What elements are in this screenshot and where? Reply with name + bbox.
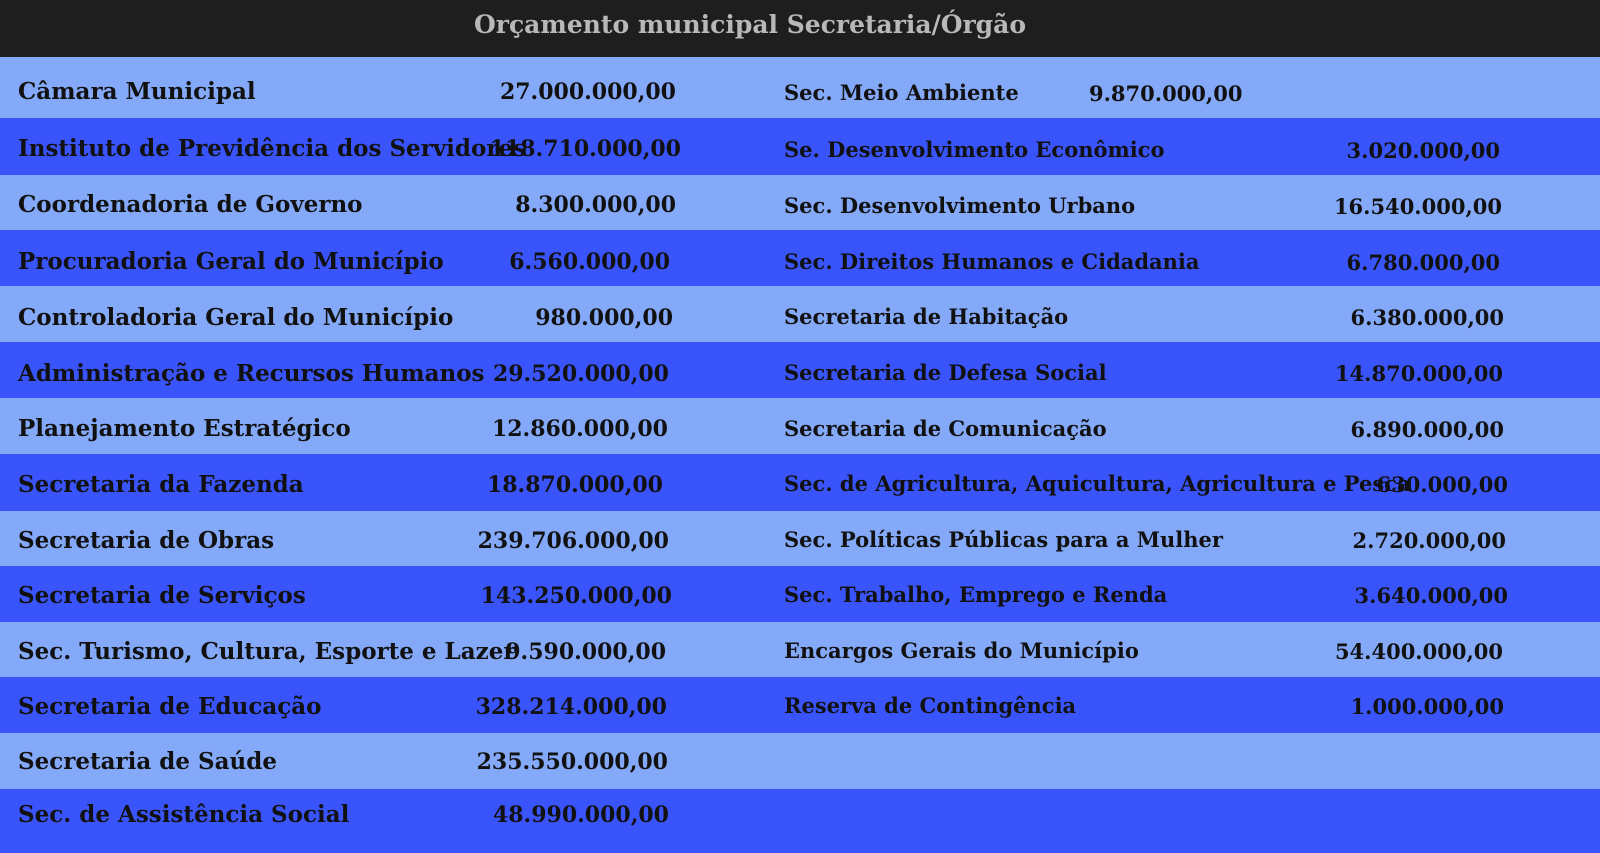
budget-value: 29.520.000,00 [492,361,669,387]
budget-value: 235.550.000,00 [476,749,668,775]
entity-name: Secretaria de Comunicação [784,416,1107,441]
budget-value: 14.870.000,00 [1334,361,1503,386]
entity-name: Procuradoria Geral do Município [18,248,444,275]
entity-name: Sec. Turismo, Cultura, Esporte e Lazer [18,638,516,665]
budget-value: 9.870.000,00 [1089,81,1243,106]
entity-name: Sec. Políticas Públicas para a Mulher [784,527,1223,552]
budget-value: 980.000,00 [535,305,673,331]
budget-value: 2.720.000,00 [1352,528,1506,553]
budget-value: 18.870.000,00 [486,472,663,498]
entity-name: Secretaria da Fazenda [18,471,304,498]
budget-value: 6.780.000,00 [1346,250,1500,275]
budget-value: 328.214.000,00 [475,694,667,720]
page-title: Orçamento municipal Secretaria/Órgão [474,10,1027,39]
budget-value: 12.860.000,00 [491,416,668,442]
budget-value: 630.000,00 [1376,472,1508,497]
budget-value: 6.380.000,00 [1350,305,1504,330]
budget-value: 143.250.000,00 [480,583,672,609]
entity-name: Sec. de Assistência Social [18,801,350,828]
budget-value: 118.710.000,00 [489,136,681,162]
entity-name: Secretaria de Obras [18,527,275,554]
entity-name: Se. Desenvolvimento Econômico [784,137,1165,162]
budget-value: 1.000.000,00 [1350,694,1504,719]
budget-value: 27.000.000,00 [499,79,676,105]
entity-name: Encargos Gerais do Município [784,638,1139,663]
entity-name: Secretaria de Serviços [18,582,306,609]
budget-value: 48.990.000,00 [492,802,669,828]
entity-name: Câmara Municipal [18,78,256,105]
entity-name: Sec. Trabalho, Emprego e Renda [784,582,1168,607]
entity-name: Coordenadoria de Governo [18,191,363,218]
entity-name: Secretaria de Defesa Social [784,360,1107,385]
entity-name: Administração e Recursos Humanos [18,360,485,387]
entity-name: Sec. de Agricultura, Aquicultura, Agricultura e Pesca [784,471,1411,496]
budget-value: 6.560.000,00 [509,249,670,275]
entity-name: Planejamento Estratégico [18,415,351,442]
budget-value: 8.300.000,00 [515,192,676,218]
budget-value: 54.400.000,00 [1334,639,1503,664]
budget-value: 3.020.000,00 [1346,138,1500,163]
entity-name: Secretaria de Habitação [784,304,1069,329]
budget-value: 6.890.000,00 [1350,417,1504,442]
budget-value: 239.706.000,00 [477,528,669,554]
budget-value: 9.590.000,00 [505,639,666,665]
title-bar [0,0,1600,58]
entity-name: Reserva de Contingência [784,693,1077,718]
budget-value: 16.540.000,00 [1333,194,1502,219]
entity-name: Sec. Desenvolvimento Urbano [784,193,1136,218]
entity-name: Secretaria de Saúde [18,748,277,775]
entity-name: Secretaria de Educação [18,693,322,720]
entity-name: Instituto de Previdência dos Servidores [18,135,527,162]
entity-name: Sec. Meio Ambiente [784,80,1019,105]
entity-name: Controladoria Geral do Município [18,304,454,331]
budget-value: 3.640.000,00 [1354,583,1508,608]
entity-name: Sec. Direitos Humanos e Cidadania [784,249,1200,274]
